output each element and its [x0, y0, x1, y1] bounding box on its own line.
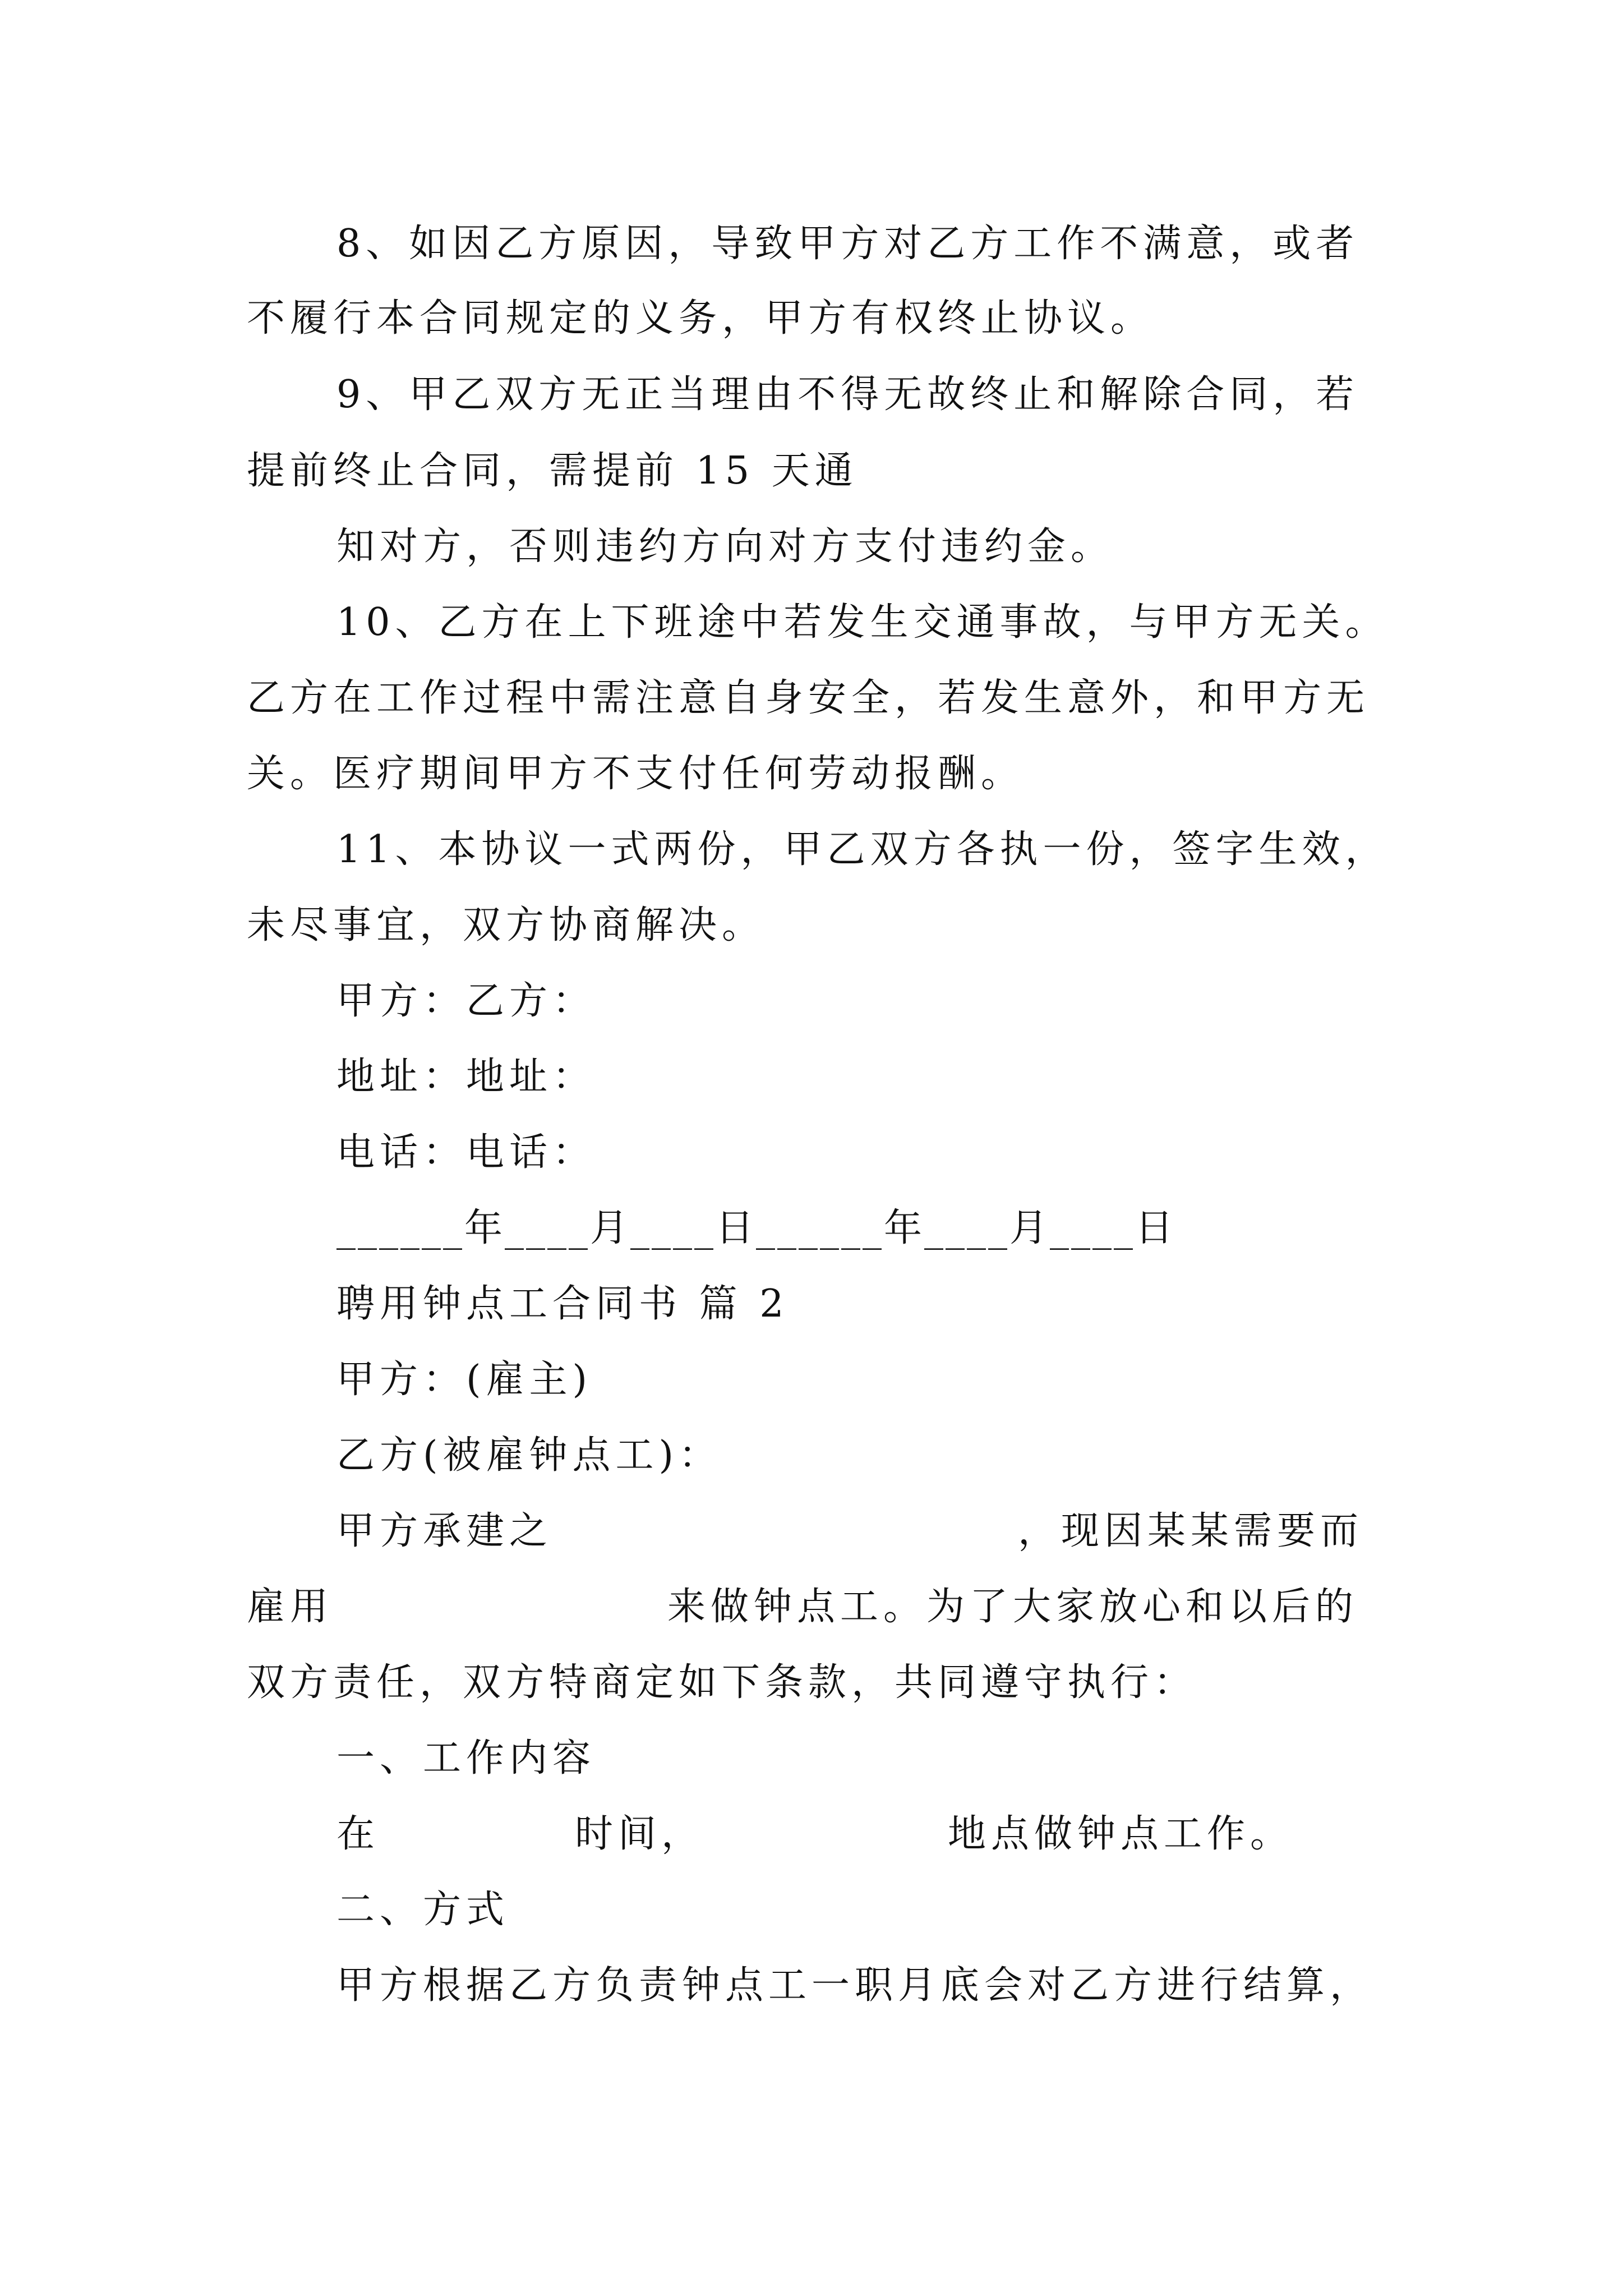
party-a-line: 甲方：(雇主): [336, 1358, 593, 1402]
hire-text-b: 来做钟点工。为了大家放心和以后的: [667, 1585, 1359, 1629]
section-2-title: 聘用钟点工合同书 篇 2: [336, 1282, 789, 1326]
clause-9-line-1: 9、甲乙双方无正当理由不得无故终止和解除合同，若: [336, 372, 1359, 417]
hire-line: [0, 1585, 1623, 1630]
clause-11-line-2: 未尽事宜，双方协商解决。: [247, 903, 766, 947]
work-text-c: 地点做钟点工作。: [948, 1812, 1294, 1856]
signature-phone: 电话：电话：: [336, 1130, 596, 1175]
work-line: [0, 1812, 1623, 1857]
signature-address: 地址：地址：: [336, 1055, 596, 1099]
heading-work-content: 一、工作内容: [336, 1736, 596, 1780]
hire-line-2: 双方责任，双方特商定如下条款，共同遵守执行：: [247, 1660, 1197, 1705]
intro-text-a: 甲方承建之: [336, 1509, 553, 1553]
clause-11-line-1: 11、本协议一式两份，甲乙双方各执一份，签字生效，: [336, 827, 1389, 872]
clause-10-line-3: 关。医疗期间甲方不支付任何劳动报酬。: [247, 752, 1025, 796]
intro-line: [0, 1509, 1623, 1554]
signature-date: ______年____月____日______年____月____日: [336, 1206, 1176, 1250]
clause-8-line-2: 不履行本合同规定的义务，甲方有权终止协议。: [247, 296, 1154, 341]
intro-text-b: ，现因某某需要而: [1018, 1509, 1364, 1553]
clause-9-line-2: 提前终止合同，需提前 15 天通: [247, 449, 858, 493]
method-line-1: 甲方根据乙方负责钟点工一职月底会对乙方进行结算，: [336, 1963, 1373, 2008]
clause-10-line-2: 乙方在工作过程中需注意自身安全，若发生意外，和甲方无: [247, 676, 1370, 720]
work-text-b: 时间，: [575, 1812, 705, 1856]
party-b-line: 乙方(被雇钟点工)：: [336, 1433, 722, 1478]
signature-party: 甲方：乙方：: [336, 979, 596, 1023]
work-text-a: 在: [336, 1812, 380, 1856]
clause-10-line-1: 10、乙方在上下班途中若发生交通事故，与甲方无关。: [336, 600, 1389, 645]
hire-text-a: 雇用: [247, 1585, 334, 1629]
heading-method: 二、方式: [336, 1888, 510, 1932]
clause-9-line-3: 知对方，否则违约方向对方支付违约金。: [336, 524, 1114, 569]
clause-8-line-1: 8、如因乙方原因，导致甲方对乙方工作不满意，或者: [336, 222, 1359, 266]
